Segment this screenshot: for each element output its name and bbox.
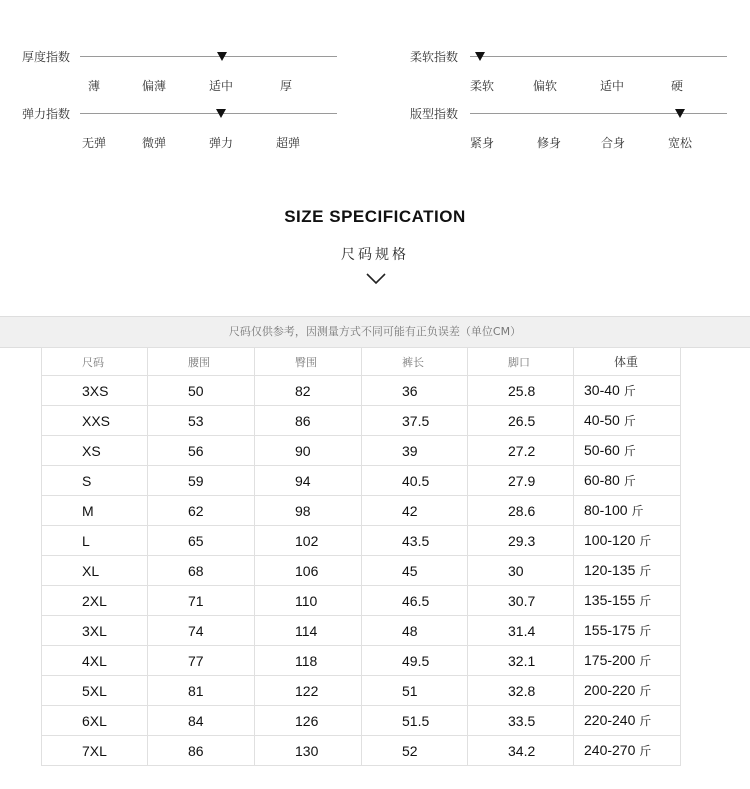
cell-waist: 65 — [148, 526, 255, 556]
table-row — [42, 736, 681, 766]
cell-hip: 114 — [255, 616, 362, 646]
cell-size: L — [42, 526, 148, 556]
weight-unit: 斤 — [623, 444, 636, 458]
cell-weight — [574, 676, 681, 706]
weight-range: 220-240 — [584, 712, 636, 728]
cell-length: 43.5 — [362, 526, 468, 556]
cell-waist: 56 — [148, 436, 255, 466]
cell-length: 51 — [362, 676, 468, 706]
weight-range: 135-155 — [584, 592, 636, 608]
cell-waist: 53 — [148, 406, 255, 436]
size-table — [41, 347, 681, 766]
cell-size: M — [42, 496, 148, 526]
index-marker-icon — [217, 52, 227, 61]
index-option: 无弹 — [81, 136, 106, 150]
cell-weight — [574, 556, 681, 586]
header-size: 尺码 — [42, 348, 148, 376]
weight-unit: 斤 — [639, 624, 652, 638]
measurement-note: 尺码仅供参考，因测量方式不同可能有正负误差（单位CM） — [0, 316, 750, 348]
weight-unit: 斤 — [623, 474, 636, 488]
cell-hip: 110 — [255, 586, 362, 616]
cell-weight — [574, 466, 681, 496]
table-row — [42, 406, 681, 436]
weight-range: 175-200 — [584, 652, 636, 668]
table-row — [42, 526, 681, 556]
index-option: 偏软 — [532, 79, 557, 93]
cell-leg-opening: 33.5 — [468, 706, 574, 736]
index-option: 宽松 — [667, 136, 692, 150]
cell-waist: 59 — [148, 466, 255, 496]
cell-weight — [574, 406, 681, 436]
index-marker-icon — [475, 52, 485, 61]
cell-weight — [574, 736, 681, 766]
cell-leg-opening: 29.3 — [468, 526, 574, 556]
index-option: 硬 — [670, 79, 683, 93]
cell-length: 37.5 — [362, 406, 468, 436]
cell-size: 3XL — [42, 616, 148, 646]
index-option: 厚 — [279, 79, 292, 93]
cell-waist: 86 — [148, 736, 255, 766]
section-title-english: SIZE SPECIFICATION — [284, 207, 466, 226]
cell-length: 46.5 — [362, 586, 468, 616]
index-label: 版型指数 — [410, 107, 459, 121]
table-row — [42, 436, 681, 466]
weight-unit: 斤 — [639, 684, 652, 698]
cell-weight — [574, 616, 681, 646]
table-row — [42, 376, 681, 406]
index-marker-icon — [675, 109, 685, 118]
index-option: 修身 — [536, 136, 561, 150]
cell-size: 5XL — [42, 676, 148, 706]
table-row — [42, 646, 681, 676]
weight-range: 100-120 — [584, 532, 636, 548]
index-label: 柔软指数 — [410, 50, 459, 64]
index-label: 厚度指数 — [22, 50, 71, 64]
weight-range: 80-100 — [584, 502, 628, 518]
weight-range: 155-175 — [584, 622, 636, 638]
weight-unit: 斤 — [623, 384, 636, 398]
cell-length: 42 — [362, 496, 468, 526]
cell-size: XL — [42, 556, 148, 586]
cell-waist: 74 — [148, 616, 255, 646]
cell-waist: 81 — [148, 676, 255, 706]
weight-unit: 斤 — [639, 654, 652, 668]
cell-weight — [574, 706, 681, 736]
index-option: 合身 — [600, 136, 625, 150]
cell-waist: 84 — [148, 706, 255, 736]
weight-unit: 斤 — [639, 714, 652, 728]
table-row — [42, 586, 681, 616]
weight-unit: 斤 — [623, 414, 636, 428]
index-option: 超弹 — [275, 136, 300, 150]
index-scale-line — [470, 113, 727, 114]
cell-size: 3XS — [42, 376, 148, 406]
cell-size: 4XL — [42, 646, 148, 676]
index-marker-icon — [216, 109, 226, 118]
cell-size: 6XL — [42, 706, 148, 736]
header-hip: 臀围 — [255, 348, 362, 376]
index-scale-line — [80, 113, 337, 114]
cell-weight — [574, 376, 681, 406]
cell-leg-opening: 30 — [468, 556, 574, 586]
table-row — [42, 616, 681, 646]
table-header-row — [42, 348, 681, 376]
cell-length: 49.5 — [362, 646, 468, 676]
cell-length: 45 — [362, 556, 468, 586]
index-option: 适中 — [599, 79, 624, 93]
cell-length: 48 — [362, 616, 468, 646]
weight-unit: 斤 — [639, 534, 652, 548]
weight-unit: 斤 — [639, 594, 652, 608]
index-option: 薄 — [87, 79, 100, 93]
weight-range: 30-40 — [584, 382, 620, 398]
header-waist: 腰围 — [148, 348, 255, 376]
cell-hip: 102 — [255, 526, 362, 556]
cell-hip: 122 — [255, 676, 362, 706]
table-row — [42, 676, 681, 706]
cell-weight — [574, 526, 681, 556]
header-length: 裤长 — [362, 348, 468, 376]
cell-waist: 62 — [148, 496, 255, 526]
cell-length: 40.5 — [362, 466, 468, 496]
chevron-down-icon — [365, 272, 387, 286]
table-row — [42, 556, 681, 586]
header-weight: 体重 — [574, 348, 681, 376]
weight-range: 40-50 — [584, 412, 620, 428]
weight-range: 50-60 — [584, 442, 620, 458]
cell-leg-opening: 31.4 — [468, 616, 574, 646]
cell-hip: 86 — [255, 406, 362, 436]
cell-length: 39 — [362, 436, 468, 466]
cell-weight — [574, 496, 681, 526]
cell-leg-opening: 27.2 — [468, 436, 574, 466]
cell-size: 2XL — [42, 586, 148, 616]
weight-range: 200-220 — [584, 682, 636, 698]
cell-hip: 94 — [255, 466, 362, 496]
cell-length: 36 — [362, 376, 468, 406]
cell-weight — [574, 586, 681, 616]
cell-size: 7XL — [42, 736, 148, 766]
cell-hip: 126 — [255, 706, 362, 736]
weight-unit: 斤 — [639, 564, 652, 578]
cell-hip: 130 — [255, 736, 362, 766]
header-leg-opening: 脚口 — [468, 348, 574, 376]
cell-hip: 82 — [255, 376, 362, 406]
index-option: 偏薄 — [141, 79, 166, 93]
cell-leg-opening: 32.1 — [468, 646, 574, 676]
cell-length: 51.5 — [362, 706, 468, 736]
weight-unit: 斤 — [631, 504, 644, 518]
cell-hip: 106 — [255, 556, 362, 586]
cell-waist: 50 — [148, 376, 255, 406]
cell-leg-opening: 28.6 — [468, 496, 574, 526]
cell-leg-opening: 27.9 — [468, 466, 574, 496]
cell-weight — [574, 646, 681, 676]
index-option: 适中 — [208, 79, 233, 93]
table-row — [42, 706, 681, 736]
index-option: 微弹 — [141, 136, 166, 150]
cell-size: XXS — [42, 406, 148, 436]
weight-unit: 斤 — [639, 744, 652, 758]
index-option: 弹力 — [208, 136, 233, 150]
weight-range: 120-135 — [584, 562, 636, 578]
cell-hip: 90 — [255, 436, 362, 466]
cell-waist: 68 — [148, 556, 255, 586]
index-option: 紧身 — [469, 136, 494, 150]
cell-leg-opening: 25.8 — [468, 376, 574, 406]
weight-range: 60-80 — [584, 472, 620, 488]
index-scale-line — [470, 56, 727, 57]
cell-size: S — [42, 466, 148, 496]
weight-range: 240-270 — [584, 742, 636, 758]
table-row — [42, 466, 681, 496]
cell-leg-opening: 32.8 — [468, 676, 574, 706]
cell-length: 52 — [362, 736, 468, 766]
index-label: 弹力指数 — [22, 107, 71, 121]
cell-waist: 71 — [148, 586, 255, 616]
cell-hip: 118 — [255, 646, 362, 676]
cell-leg-opening: 30.7 — [468, 586, 574, 616]
section-title-chinese: 尺码规格 — [341, 247, 409, 263]
cell-leg-opening: 26.5 — [468, 406, 574, 436]
cell-hip: 98 — [255, 496, 362, 526]
table-row — [42, 496, 681, 526]
cell-leg-opening: 34.2 — [468, 736, 574, 766]
index-scale-line — [80, 56, 337, 57]
cell-size: XS — [42, 436, 148, 466]
index-option: 柔软 — [469, 79, 494, 93]
cell-waist: 77 — [148, 646, 255, 676]
cell-weight — [574, 436, 681, 466]
